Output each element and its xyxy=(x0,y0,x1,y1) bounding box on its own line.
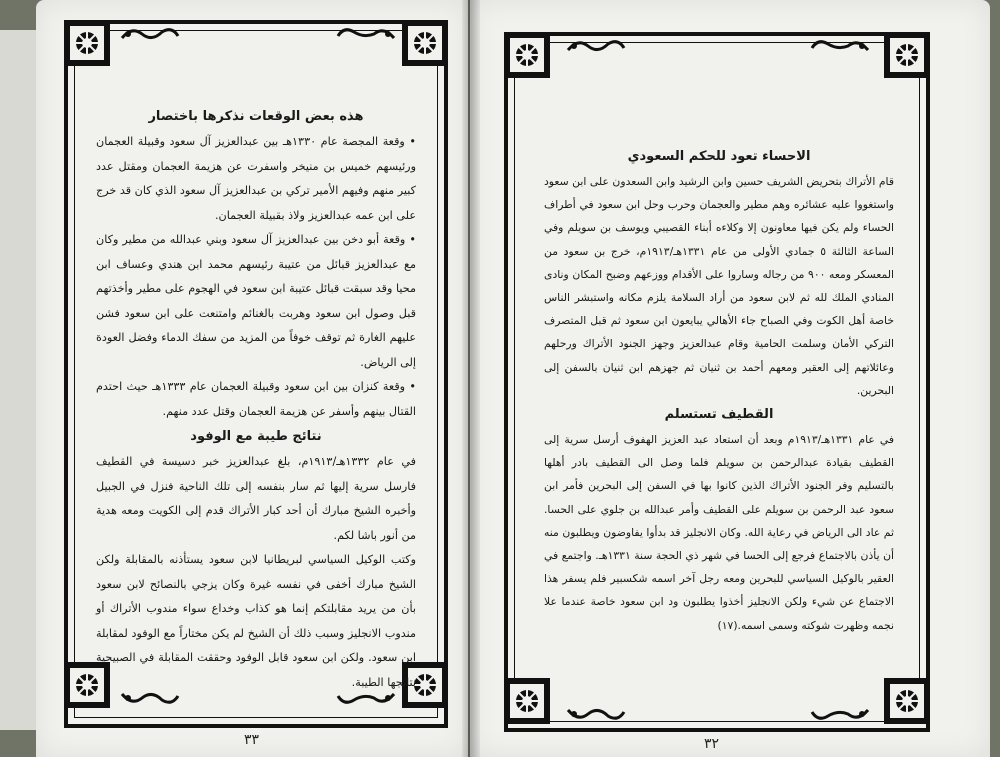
ornament-corner-bottom-right xyxy=(884,678,930,724)
ornament-scroll-top xyxy=(566,36,626,54)
left-page-text xyxy=(96,104,416,695)
left-page-subtitle: نتائج طيبة مع الوفود xyxy=(190,429,322,444)
right-page-text xyxy=(544,144,894,637)
ornament-corner-top-left xyxy=(64,20,110,66)
ornament-scroll-top-2 xyxy=(810,36,870,54)
right-page-title: الاحساء تعود للحكم السعودي xyxy=(627,149,811,164)
ornament-scroll-bottom xyxy=(566,706,626,724)
left-page-number: ٣٣ xyxy=(244,732,260,748)
ornament-scroll-bottom-2 xyxy=(810,706,870,724)
ornament-corner-top-left xyxy=(504,32,550,78)
ornament-scroll-top xyxy=(120,24,180,42)
left-paragraph: في عام ١٣٣٢هـ/١٩١٣م، بلغ عبدالعزيز خبر دسيسة في القطيف فارسل سرية إليها ثم سار بنفسه إلى تلك الناحية فنزل في الجبيل وأخبره الشيخ مبارك أن أحد كبار الأتراك قدم إلى الكويت ومعه هدية من أنور باشا لكم. xyxy=(96,455,416,542)
right-paragraph: في عام ١٣٣١هـ/١٩١٣م وبعد أن استعاد عبد العزيز الهفوف أرسل سرية إلى القطيف بقيادة عبدالرحمن بن سويلم فلما وصل الى القطيف بادر أهلها بالتسليم وفر الجنود الأتراك الذين كانوا بها في السفن إلى البحرين فأمر ابن سعود عبد الرحمن بن سويلم على القطيف وأمر عبدالله بن جلوي على الحسا. ثم عاد الى الرياض في رعاية الله. وكان الانجليز قد بدأوا يفاوضون ويطلبون منه أن يأذن بالاجتماع فرجع إلى الحسا في شهر ذي الحجة سنة ١٣٣١هـ. واجتمع في العقير بالوكيل السياسي للبحرين ومعه رجل آخر اسمه شكسبير فلم يسفر هذا الاجتماع عن شيء ولكن الانجليز أخذوا يطلبون ود ابن سعود خاصة عندما علا نجمه وظهرت شوكته وسمى اسمه.(١٧) xyxy=(544,433,895,632)
left-paragraph: وكتب الوكيل السياسي لبريطانيا لابن سعود يستأذنه بالمقابلة ولكن الشيخ مبارك أخفى في نفسه غيرة وكان يزجي بالنصائح لابن سعود بأن من يريد مقابلتكم إنما هو كذاب وخداع سواء مندوب الأتراك أو مندوب الانجليز وسبب ذلك أن الشيخ لم يكن مختاراً مع الوفود لمقابلة ابن سعود. ولكن ابن سعود قابل الوفود وحققت المقابلة في الصبيحية نتائجها الطيبة. xyxy=(96,553,416,689)
right-paragraph: قام الأتراك بتحريض الشريف حسين وابن الرشيد وابن السعدون على ابن سعود واستغووا عليه عشائره وهم مطير والعجمان وحرب وحل ابن سعود في أطراف الحساء ولم يكن فيها معاونون إلا وكلاءه أبناء القصيبي ويوسف بن سويلم وفي الساعة الثالثة ٥ جمادي الأولى من عام ١٣٣١هـ/١٩١٣م، خرج بن سعود من المعسكر ومعه ٩٠٠ من رجاله وساروا على الأقدام ووزعهم وضبح المكان ونادى المنادي الملك لله ثم لابن سعود من أراد السلامة يلزم مكانه واستبشر الناس خاصة أهل الكوت وفي الصباح جاء الأهالي يبايعون ابن سعود ثم قبل المتصرف التركي الأمان وسلمت الحامية وقام عبدالعزيز وجهز الجنود الأتراك ورحلهم وعائلاتهم إلى العقير ومعهم أحمد بن ثنيان ثم جهزهم ابن ثنيان بالسفن إلى البحرين. xyxy=(544,175,894,397)
left-page xyxy=(36,0,468,757)
left-paragraph: • وقعة أبو دخن بين عبدالعزيز آل سعود وبني عبدالله من مطير وكان مع عبدالعزيز قبائل من عتيبة رئيسهم محمد ابن هندي وعساف ابن محيا وقد سبقت قبائل عتيبة ابن سعود في الهجوم على مطير وأخذتهم قبل وصول ابن سعود وهربت بالغنائم وامتنعت على ابن سعود فشن عليهم الغارة ثم توقف خوفاً من المزيد من سفك الدماء وفضل العودة إلى الرياض. xyxy=(96,233,416,369)
right-page xyxy=(470,0,990,757)
right-page-number: ٣٢ xyxy=(704,736,720,752)
ornament-scroll-top-2 xyxy=(336,24,396,42)
book-gutter xyxy=(462,0,480,757)
left-paragraph: • وقعة المجصة عام ١٣٣٠هـ بين عبدالعزيز آل سعود وقبيلة العجمان ورئيسهم خميس بن منيخر واسفرت عن هزيمة العجمان ومقتل عدد كبير منهم وفيهم الأمير تركي بن عبدالعزيز آل سعود الذي كان قد خرج على ابن عمه عبدالعزيز ولاذ بقبيلة العجمان. xyxy=(96,135,416,222)
left-page-title: هذه بعض الوقعات نذكرها باختصار xyxy=(148,109,364,124)
right-page-subtitle: القطيف تستسلم xyxy=(664,407,774,423)
ornament-corner-top-right xyxy=(884,32,930,78)
ornament-corner-bottom-left xyxy=(504,678,550,724)
left-paragraph: • وقعة كنزان بين ابن سعود وقبيلة العجمان عام ١٣٣٣هـ حيث احتدم القتال بينهم وأسفر عن هزيمة العجمان وقتل عدد منهم. xyxy=(96,380,417,418)
ornament-corner-top-right xyxy=(402,20,448,66)
